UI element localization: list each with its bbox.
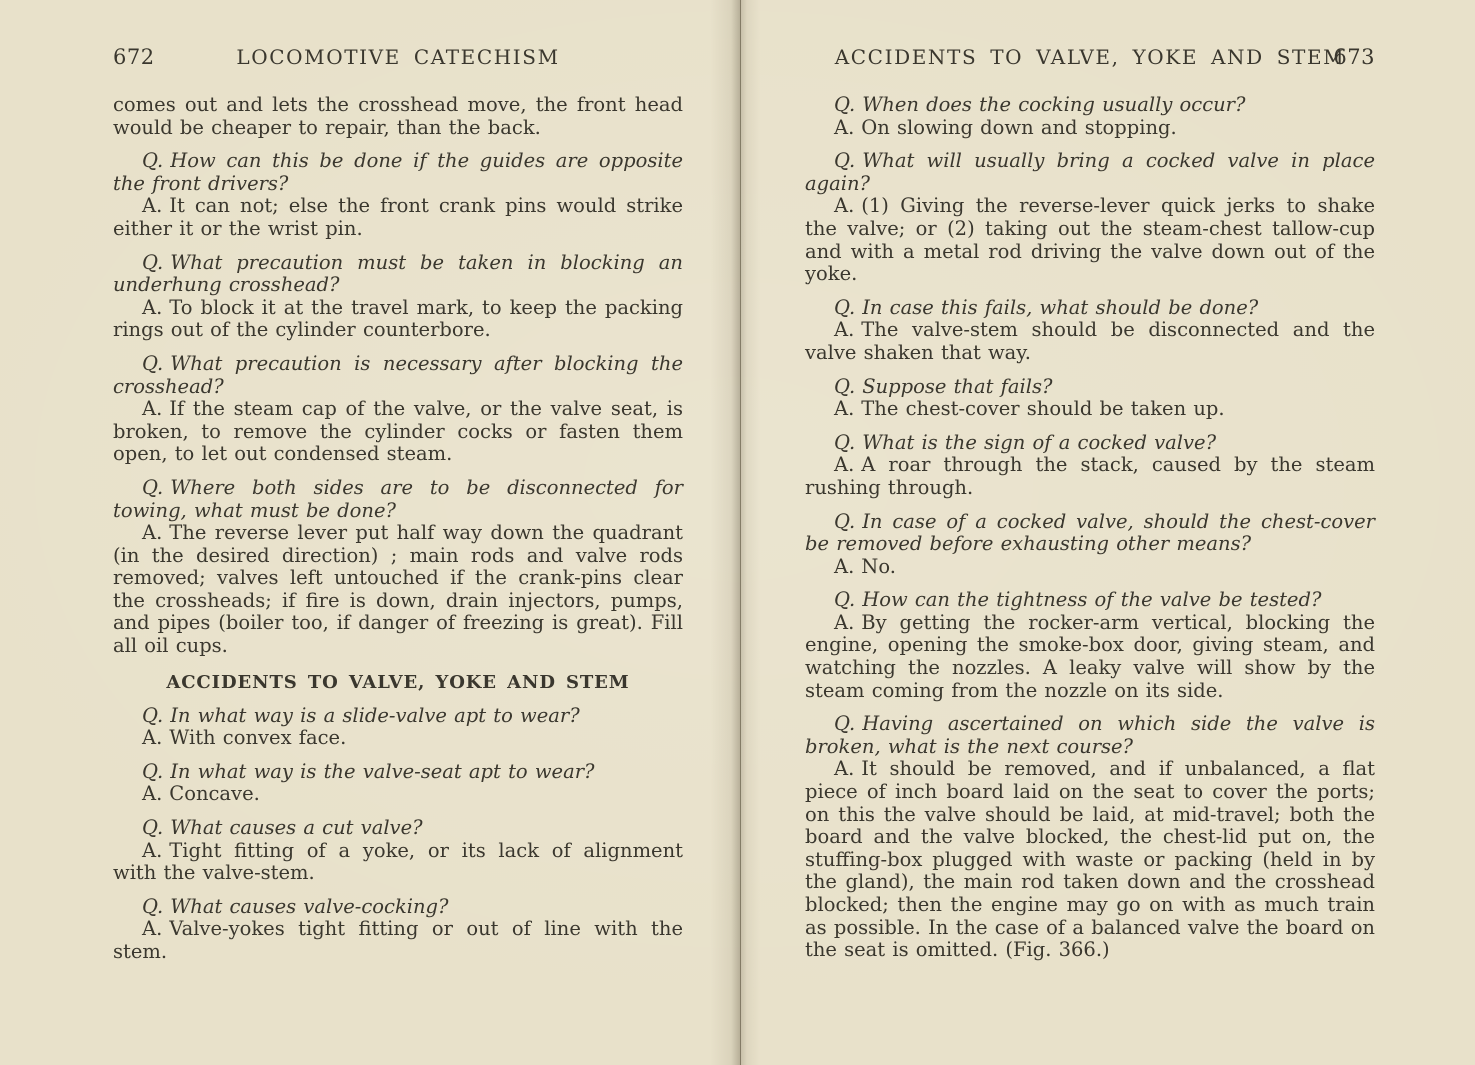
- answer-prefix: A.: [142, 194, 163, 218]
- answer-prefix: A.: [834, 554, 855, 578]
- answer-paragraph: [113, 783, 683, 806]
- question-text: What precaution is necessary after blocking the crosshead?: [113, 351, 683, 398]
- answer-paragraph: [113, 297, 683, 342]
- question-prefix: Q.: [834, 430, 856, 454]
- right-running-title: ACCIDENTS TO VALVE, YOKE AND STEM: [834, 45, 1346, 69]
- answer-text: The chest-cover should be taken up.: [861, 397, 1225, 421]
- question-text: What is the sign of a cocked valve?: [862, 430, 1217, 454]
- question-prefix: Q.: [834, 149, 856, 173]
- answer-prefix: A.: [834, 194, 855, 218]
- question-text: Suppose that fails?: [862, 374, 1053, 398]
- question-text: Where both sides are to be disconnected for towing, what must be done?: [113, 475, 683, 522]
- question-text: What precaution must be taken in blocking an underhung crosshead?: [113, 250, 683, 297]
- question-prefix: Q.: [142, 351, 164, 375]
- question-prefix: Q.: [834, 374, 856, 398]
- answer-text: A roar through the stack, caused by the steam rushing through.: [805, 453, 1375, 499]
- question-paragraph: [805, 589, 1375, 612]
- answer-prefix: A.: [834, 115, 855, 139]
- answer-prefix: A.: [834, 318, 855, 342]
- question-prefix: Q.: [834, 93, 856, 116]
- question-paragraph: [113, 353, 683, 398]
- answer-paragraph: [805, 398, 1375, 421]
- answer-paragraph: [805, 117, 1375, 140]
- answer-prefix: A.: [142, 782, 163, 806]
- answer-text: It can not; else the front crank pins would strike either it or the wrist pin.: [113, 194, 683, 240]
- question-paragraph: [805, 150, 1375, 195]
- answer-text: Valve-yokes tight fitting or out of line with the stem.: [113, 917, 683, 963]
- question-paragraph: [805, 297, 1375, 320]
- answer-paragraph: [113, 727, 683, 750]
- question-prefix: Q.: [142, 475, 164, 499]
- question-paragraph: [113, 150, 683, 195]
- answer-prefix: A.: [142, 521, 163, 545]
- question-paragraph: [113, 705, 683, 728]
- answer-prefix: A.: [834, 757, 855, 781]
- left-running-title: LOCOMOTIVE CATECHISM: [236, 45, 560, 69]
- question-text: In what way is the valve-seat apt to wear?: [170, 759, 595, 783]
- answer-text: By getting the rocker-arm vertical, blocking the engine, opening the smoke-box door, giving steam, and watching the nozzles. A leaky valve will show by the steam coming from the nozzle on its side.: [805, 610, 1375, 702]
- answer-prefix: A.: [834, 453, 855, 477]
- left-page-column: [113, 0, 683, 964]
- question-paragraph: [113, 817, 683, 840]
- question-text: In case this fails, what should be done?: [862, 295, 1259, 319]
- right-page-column: [805, 0, 1375, 962]
- question-text: What will usually bring a cocked valve in place again?: [805, 149, 1375, 195]
- question-paragraph: [113, 896, 683, 919]
- question-prefix: Q.: [142, 250, 164, 274]
- question-paragraph: [805, 511, 1375, 556]
- answer-text: No.: [861, 554, 896, 578]
- question-paragraph: [113, 761, 683, 784]
- question-prefix: Q.: [834, 509, 856, 533]
- question-text: In case of a cocked valve, should the chest-cover be removed before exhausting other means?: [805, 509, 1375, 556]
- question-text: In what way is a slide-valve apt to wear?: [170, 703, 580, 727]
- question-prefix: Q.: [142, 703, 164, 727]
- question-paragraph: [805, 432, 1375, 455]
- answer-paragraph: [805, 612, 1375, 702]
- answer-prefix: A.: [142, 917, 163, 941]
- left-page-text: [113, 94, 683, 964]
- question-text: What causes a cut valve?: [170, 816, 423, 840]
- left-page-number: 672: [113, 45, 155, 69]
- question-text: When does the cocking usually occur?: [862, 93, 1246, 116]
- running-head-right: [805, 45, 1375, 70]
- answer-prefix: A.: [142, 726, 163, 750]
- answer-paragraph: [113, 398, 683, 466]
- answer-text: It should be removed, and if unbalanced, a flat piece of inch board laid on the seat to cover the ports; on this the valve should be laid, at mid-travel; both the board and the valve blocked, the chest-lid put on, the stuffing-box plugged with waste or packing (held in by the gland), the main rod taken down and the crosshead blocked; then the engine may go on with as much train as possible. In the case of a balanced valve the board on the seat is omitted. (Fig. 366.): [805, 757, 1375, 962]
- question-text: How can this be done if the guides are opposite the front drivers?: [113, 149, 683, 195]
- question-prefix: Q.: [142, 894, 164, 918]
- question-paragraph: [805, 713, 1375, 758]
- answer-prefix: A.: [142, 838, 163, 862]
- body-paragraph: comes out and lets the crosshead move, the front head would be cheaper to repair, than the back.: [113, 93, 683, 139]
- answer-text: (1) Giving the reverse-lever quick jerks to shake the valve; or (2) taking out the steam-chest tallow-cup and with a metal rod driving the valve down out of the yoke.: [805, 194, 1375, 286]
- answer-prefix: A.: [834, 610, 855, 634]
- answer-text: On slowing down and stopping.: [861, 115, 1177, 139]
- running-head-left: [113, 45, 683, 70]
- answer-paragraph: [805, 195, 1375, 285]
- answer-paragraph: [805, 454, 1375, 499]
- question-paragraph: [113, 477, 683, 522]
- question-prefix: Q.: [834, 712, 856, 736]
- right-page-number: 673: [1333, 45, 1375, 69]
- answer-paragraph: [113, 522, 683, 658]
- question-prefix: Q.: [834, 295, 856, 319]
- answer-text: To block it at the travel mark, to keep the packing rings out of the cylinder counterbore.: [113, 295, 683, 342]
- answer-text: With convex face.: [169, 726, 347, 750]
- answer-prefix: A.: [834, 397, 855, 421]
- answer-paragraph: [113, 918, 683, 963]
- question-text: Having ascertained on which side the valve is broken, what is the next course?: [805, 712, 1375, 758]
- question-prefix: Q.: [142, 149, 164, 173]
- answer-text: Tight fitting of a yoke, or its lack of alignment with the valve-stem.: [113, 838, 683, 885]
- answer-text: If the steam cap of the valve, or the valve seat, is broken, to remove the cylinder cocks or fasten them open, to let out condensed steam.: [113, 397, 683, 466]
- question-paragraph: [805, 94, 1375, 117]
- answer-paragraph: [805, 319, 1375, 364]
- question-prefix: Q.: [142, 759, 164, 783]
- answer-paragraph: [805, 758, 1375, 961]
- answer-prefix: A.: [142, 397, 163, 421]
- answer-text: The reverse lever put half way down the quadrant (in the desired direction) ; main rods and valve rods removed; valves left untouched if the crank-pins clear the crossheads; if fire is down, drain injectors, pumps, and pipes (boiler too, if danger of freezing is great). Fill all oil cups.: [113, 521, 683, 658]
- question-prefix: Q.: [142, 816, 164, 840]
- answer-paragraph: [113, 195, 683, 240]
- answer-text: The valve-stem should be disconnected and the valve shaken that way.: [805, 318, 1375, 364]
- right-page-text: [805, 94, 1375, 962]
- answer-paragraph: [113, 840, 683, 885]
- answer-prefix: A.: [142, 295, 163, 319]
- question-paragraph: [113, 252, 683, 297]
- answer-paragraph: [805, 556, 1375, 579]
- question-text: How can the tightness of the valve be tested?: [862, 588, 1322, 612]
- right-page: [740, 0, 1475, 1065]
- question-paragraph: [805, 376, 1375, 399]
- question-prefix: Q.: [834, 588, 856, 612]
- answer-text: Concave.: [169, 782, 260, 806]
- section-heading: ACCIDENTS TO VALVE, YOKE AND STEM: [166, 671, 630, 693]
- question-text: What causes valve-cocking?: [170, 894, 449, 918]
